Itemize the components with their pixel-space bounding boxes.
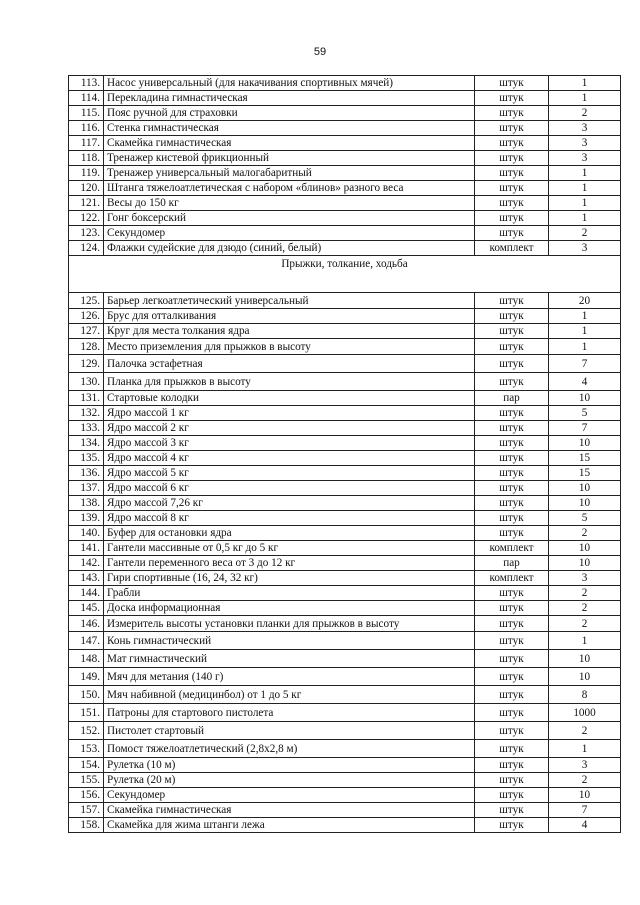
- item-unit: штук: [475, 226, 549, 241]
- page-number: 59: [313, 46, 327, 58]
- table-row: [69, 121, 621, 136]
- row-number: 138.: [69, 496, 104, 511]
- item-quantity: 1: [549, 740, 621, 758]
- item-name: Патроны для стартового пистолета: [104, 704, 475, 722]
- table-row: [69, 773, 621, 788]
- item-quantity: 7: [549, 355, 621, 373]
- item-quantity: 1: [549, 339, 621, 355]
- table-row: [69, 451, 621, 466]
- table-row: [69, 309, 621, 324]
- row-number: 145.: [69, 601, 104, 616]
- item-name: Палочка эстафетная: [104, 355, 475, 373]
- item-quantity: 20: [549, 293, 621, 309]
- row-number: 119.: [69, 166, 104, 181]
- item-quantity: 1: [549, 166, 621, 181]
- item-quantity: 3: [549, 121, 621, 136]
- table-row: [69, 541, 621, 556]
- table-row: [69, 686, 621, 704]
- row-number: 114.: [69, 91, 104, 106]
- row-number: 142.: [69, 556, 104, 571]
- item-quantity: 10: [549, 481, 621, 496]
- table-row: [69, 106, 621, 121]
- item-name: Ядро массой 7,26 кг: [104, 496, 475, 511]
- item-quantity: 5: [549, 511, 621, 526]
- row-number: 154.: [69, 758, 104, 773]
- table-row: [69, 76, 621, 91]
- row-number: 155.: [69, 773, 104, 788]
- item-name: Насос универсальный (для накачивания спортивных мячей): [104, 76, 475, 91]
- item-unit: штук: [475, 496, 549, 511]
- item-name: Тренажер универсальный малогабаритный: [104, 166, 475, 181]
- item-name: Секундомер: [104, 226, 475, 241]
- table-row: [69, 722, 621, 740]
- row-number: 148.: [69, 650, 104, 668]
- item-name: Гантели переменного веса от 3 до 12 кг: [104, 556, 475, 571]
- row-number: 120.: [69, 181, 104, 196]
- row-number: 133.: [69, 421, 104, 436]
- item-quantity: 5: [549, 406, 621, 421]
- item-name: Пояс ручной для страховки: [104, 106, 475, 121]
- item-name: Гонг боксерский: [104, 211, 475, 226]
- item-quantity: 4: [549, 373, 621, 391]
- item-quantity: 1: [549, 181, 621, 196]
- table-row: [69, 526, 621, 541]
- table-row: [69, 436, 621, 451]
- row-number: 126.: [69, 309, 104, 324]
- table-row: [69, 586, 621, 601]
- table-row: [69, 293, 621, 309]
- table-row: [69, 241, 621, 256]
- table-row: [69, 211, 621, 226]
- row-number: 147.: [69, 632, 104, 650]
- item-unit: штук: [475, 803, 549, 818]
- item-quantity: 15: [549, 451, 621, 466]
- table-row: [69, 151, 621, 166]
- item-unit: штук: [475, 704, 549, 722]
- item-name: Ядро массой 2 кг: [104, 421, 475, 436]
- item-quantity: 10: [549, 436, 621, 451]
- item-name: Мяч набивной (медицинбол) от 1 до 5 кг: [104, 686, 475, 704]
- item-unit: штук: [475, 136, 549, 151]
- row-number: 130.: [69, 373, 104, 391]
- item-unit: пар: [475, 391, 549, 406]
- table-row: [69, 632, 621, 650]
- table-row: [69, 181, 621, 196]
- item-quantity: 1: [549, 309, 621, 324]
- item-quantity: 3: [549, 151, 621, 166]
- item-name: Ядро массой 5 кг: [104, 466, 475, 481]
- table-row: [69, 704, 621, 722]
- item-unit: штук: [475, 91, 549, 106]
- table-row: [69, 226, 621, 241]
- item-unit: штук: [475, 211, 549, 226]
- item-unit: штук: [475, 196, 549, 211]
- table-row: [69, 616, 621, 632]
- item-name: Грабли: [104, 586, 475, 601]
- item-quantity: 1: [549, 632, 621, 650]
- item-name: Ядро массой 4 кг: [104, 451, 475, 466]
- item-quantity: 4: [549, 818, 621, 833]
- item-name: Пистолет стартовый: [104, 722, 475, 740]
- item-name: Секундомер: [104, 788, 475, 803]
- row-number: 158.: [69, 818, 104, 833]
- row-number: 144.: [69, 586, 104, 601]
- row-number: 140.: [69, 526, 104, 541]
- row-number: 135.: [69, 451, 104, 466]
- item-quantity: 10: [549, 391, 621, 406]
- table-row: [69, 166, 621, 181]
- item-unit: штук: [475, 166, 549, 181]
- row-number: 127.: [69, 324, 104, 339]
- item-quantity: 1: [549, 211, 621, 226]
- equipment-rows-general: [69, 76, 621, 256]
- item-unit: штук: [475, 481, 549, 496]
- table-row: [69, 373, 621, 391]
- table-row: [69, 355, 621, 373]
- item-unit: штук: [475, 436, 549, 451]
- item-unit: штук: [475, 181, 549, 196]
- row-number: 121.: [69, 196, 104, 211]
- item-unit: штук: [475, 106, 549, 121]
- table-row: [69, 339, 621, 355]
- item-name: Стенка гимнастическая: [104, 121, 475, 136]
- row-number: 131.: [69, 391, 104, 406]
- item-name: Перекладина гимнастическая: [104, 91, 475, 106]
- item-name: Флажки судейские для дзюдо (синий, белый): [104, 241, 475, 256]
- equipment-table: [68, 75, 621, 833]
- item-quantity: 10: [549, 650, 621, 668]
- item-quantity: 8: [549, 686, 621, 704]
- equipment-rows-athletics: [69, 293, 621, 833]
- section-title: Прыжки, толкание, ходьба: [69, 256, 621, 293]
- item-quantity: 10: [549, 541, 621, 556]
- item-unit: штук: [475, 121, 549, 136]
- item-name: Гантели массивные от 0,5 кг до 5 кг: [104, 541, 475, 556]
- item-unit: штук: [475, 526, 549, 541]
- row-number: 134.: [69, 436, 104, 451]
- item-name: Скамейка гимнастическая: [104, 136, 475, 151]
- item-unit: штук: [475, 421, 549, 436]
- row-number: 152.: [69, 722, 104, 740]
- row-number: 151.: [69, 704, 104, 722]
- item-unit: штук: [475, 773, 549, 788]
- item-name: Мяч для метания (140 г): [104, 668, 475, 686]
- item-name: Брус для отталкивания: [104, 309, 475, 324]
- item-quantity: 1: [549, 91, 621, 106]
- item-quantity: 10: [549, 668, 621, 686]
- item-unit: штук: [475, 151, 549, 166]
- row-number: 115.: [69, 106, 104, 121]
- item-unit: штук: [475, 324, 549, 339]
- item-quantity: 3: [549, 136, 621, 151]
- row-number: 136.: [69, 466, 104, 481]
- item-unit: штук: [475, 686, 549, 704]
- row-number: 141.: [69, 541, 104, 556]
- item-quantity: 2: [549, 226, 621, 241]
- item-quantity: 10: [549, 556, 621, 571]
- section-header-row: [69, 256, 621, 293]
- item-unit: штук: [475, 339, 549, 355]
- item-name: Ядро массой 6 кг: [104, 481, 475, 496]
- item-quantity: 2: [549, 616, 621, 632]
- item-quantity: 1: [549, 324, 621, 339]
- row-number: 150.: [69, 686, 104, 704]
- item-unit: штук: [475, 466, 549, 481]
- table-row: [69, 466, 621, 481]
- item-name: Планка для прыжков в высоту: [104, 373, 475, 391]
- item-name: Доска информационная: [104, 601, 475, 616]
- item-name: Весы до 150 кг: [104, 196, 475, 211]
- table-row: [69, 406, 621, 421]
- item-quantity: 1000: [549, 704, 621, 722]
- item-quantity: 3: [549, 241, 621, 256]
- table-row: [69, 758, 621, 773]
- row-number: 117.: [69, 136, 104, 151]
- item-unit: пар: [475, 556, 549, 571]
- table-row: [69, 601, 621, 616]
- table-row: [69, 650, 621, 668]
- item-quantity: 2: [549, 722, 621, 740]
- item-unit: комплект: [475, 241, 549, 256]
- table-row: [69, 136, 621, 151]
- item-name: Круг для места толкания ядра: [104, 324, 475, 339]
- table-row: [69, 788, 621, 803]
- item-unit: штук: [475, 373, 549, 391]
- item-name: Буфер для остановки ядра: [104, 526, 475, 541]
- row-number: 139.: [69, 511, 104, 526]
- item-unit: комплект: [475, 571, 549, 586]
- item-name: Конь гимнастический: [104, 632, 475, 650]
- item-unit: штук: [475, 293, 549, 309]
- item-unit: штук: [475, 632, 549, 650]
- table-row: [69, 324, 621, 339]
- item-quantity: 3: [549, 758, 621, 773]
- table-row: [69, 421, 621, 436]
- table-row: [69, 496, 621, 511]
- row-number: 153.: [69, 740, 104, 758]
- table-row: [69, 818, 621, 833]
- row-number: 149.: [69, 668, 104, 686]
- item-quantity: 2: [549, 773, 621, 788]
- item-quantity: 2: [549, 526, 621, 541]
- item-name: Ядро массой 3 кг: [104, 436, 475, 451]
- item-name: Измеритель высоты установки планки для прыжков в высоту: [104, 616, 475, 632]
- item-unit: штук: [475, 722, 549, 740]
- item-unit: штук: [475, 406, 549, 421]
- item-unit: штук: [475, 758, 549, 773]
- section-block: [69, 256, 621, 293]
- item-name: Скамейка для жима штанги лежа: [104, 818, 475, 833]
- item-quantity: 7: [549, 421, 621, 436]
- row-number: 157.: [69, 803, 104, 818]
- item-quantity: 1: [549, 76, 621, 91]
- item-unit: штук: [475, 76, 549, 91]
- item-name: Скамейка гимнастическая: [104, 803, 475, 818]
- table-row: [69, 391, 621, 406]
- item-unit: штук: [475, 650, 549, 668]
- item-unit: штук: [475, 616, 549, 632]
- item-unit: штук: [475, 668, 549, 686]
- item-unit: комплект: [475, 541, 549, 556]
- item-unit: штук: [475, 601, 549, 616]
- row-number: 113.: [69, 76, 104, 91]
- row-number: 132.: [69, 406, 104, 421]
- item-name: Ядро массой 1 кг: [104, 406, 475, 421]
- table-row: [69, 196, 621, 211]
- row-number: 116.: [69, 121, 104, 136]
- item-unit: штук: [475, 309, 549, 324]
- row-number: 123.: [69, 226, 104, 241]
- item-quantity: 3: [549, 571, 621, 586]
- row-number: 146.: [69, 616, 104, 632]
- item-name: Штанга тяжелоатлетическая с набором «блинов» разного веса: [104, 181, 475, 196]
- item-quantity: 2: [549, 106, 621, 121]
- row-number: 118.: [69, 151, 104, 166]
- item-name: Рулетка (20 м): [104, 773, 475, 788]
- table-row: [69, 740, 621, 758]
- row-number: 156.: [69, 788, 104, 803]
- item-name: Тренажер кистевой фрикционный: [104, 151, 475, 166]
- row-number: 122.: [69, 211, 104, 226]
- item-unit: штук: [475, 586, 549, 601]
- item-name: Помост тяжелоатлетический (2,8х2,8 м): [104, 740, 475, 758]
- row-number: 125.: [69, 293, 104, 309]
- row-number: 137.: [69, 481, 104, 496]
- table-row: [69, 668, 621, 686]
- item-unit: штук: [475, 788, 549, 803]
- item-name: Стартовые колодки: [104, 391, 475, 406]
- item-unit: штук: [475, 740, 549, 758]
- item-quantity: 1: [549, 196, 621, 211]
- item-name: Рулетка (10 м): [104, 758, 475, 773]
- item-name: Место приземления для прыжков в высоту: [104, 339, 475, 355]
- table-row: [69, 91, 621, 106]
- item-name: Ядро массой 8 кг: [104, 511, 475, 526]
- item-quantity: 7: [549, 803, 621, 818]
- row-number: 129.: [69, 355, 104, 373]
- item-quantity: 2: [549, 601, 621, 616]
- item-unit: штук: [475, 511, 549, 526]
- item-name: Барьер легкоатлетический универсальный: [104, 293, 475, 309]
- table-row: [69, 803, 621, 818]
- item-name: Гири спортивные (16, 24, 32 кг): [104, 571, 475, 586]
- table-row: [69, 556, 621, 571]
- item-quantity: 10: [549, 788, 621, 803]
- item-unit: штук: [475, 818, 549, 833]
- row-number: 143.: [69, 571, 104, 586]
- table-row: [69, 571, 621, 586]
- item-quantity: 2: [549, 586, 621, 601]
- item-unit: штук: [475, 451, 549, 466]
- item-quantity: 10: [549, 496, 621, 511]
- item-name: Мат гимнастический: [104, 650, 475, 668]
- row-number: 124.: [69, 241, 104, 256]
- table-row: [69, 481, 621, 496]
- table-row: [69, 511, 621, 526]
- item-quantity: 15: [549, 466, 621, 481]
- row-number: 128.: [69, 339, 104, 355]
- item-unit: штук: [475, 355, 549, 373]
